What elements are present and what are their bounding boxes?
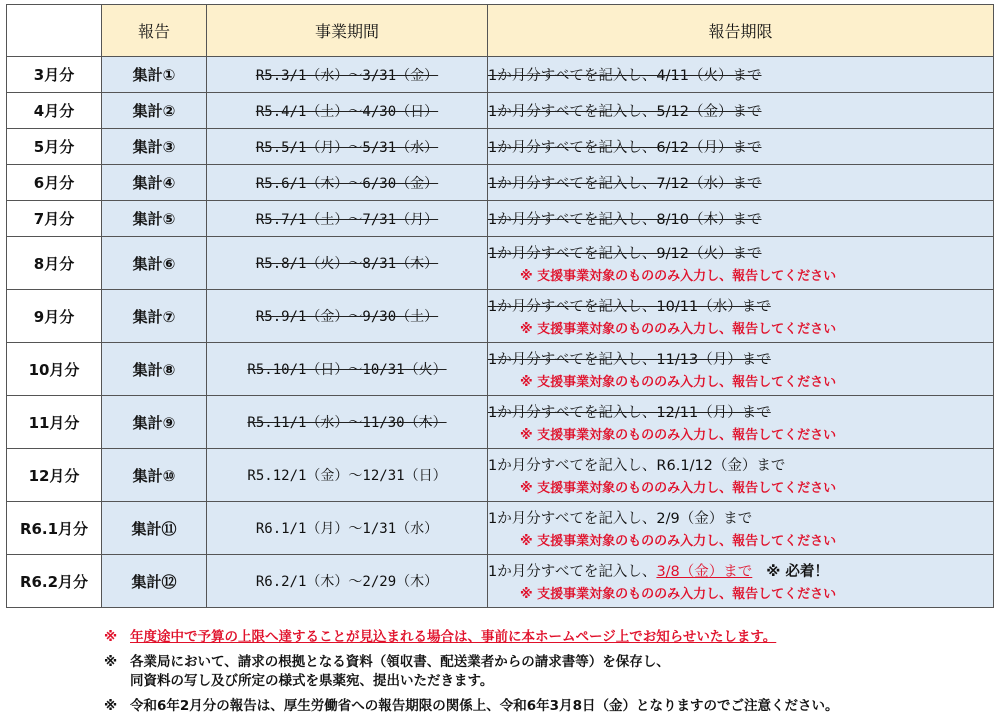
deadline-text: 1か月分すべてを記入し、5/12（金）まで	[488, 104, 762, 120]
note-item	[104, 653, 838, 691]
tally-cell: 集計④	[102, 165, 207, 201]
deadline-cell	[488, 201, 994, 237]
month-cell: 4月分	[7, 93, 102, 129]
month-cell: 9月分	[7, 290, 102, 343]
deadline-prefix: 1か月分すべてを記入し、	[488, 564, 657, 580]
tally-cell: 集計①	[102, 57, 207, 93]
month-cell: 10月分	[7, 343, 102, 396]
period-text: R5.5/1（月）～5/31（水）	[255, 139, 439, 156]
deadline-text	[488, 560, 993, 581]
table-row	[7, 502, 994, 555]
table-row-feb	[7, 555, 994, 608]
period-cell	[207, 201, 488, 237]
note-text: 令和6年2月分の報告は、厚生労働省への報告期限の関係上、令和6年3月8日（金）となりますのでご注意ください。	[130, 698, 839, 714]
month-cell: 3月分	[7, 57, 102, 93]
note-text: 年度途中で予算の上限へ達することが見込まれる場合は、事前に本ホームページ上でお知らせいたします。	[130, 629, 777, 645]
deadline-cell	[488, 129, 994, 165]
tally-cell: 集計⑤	[102, 201, 207, 237]
deadline-cell	[488, 165, 994, 201]
period-text: R5.6/1（木）～6/30（金）	[255, 175, 439, 192]
deadline-cell	[488, 343, 994, 396]
deadline-date: 3/8（金）まで	[656, 564, 753, 580]
period-text: R5.12/1（金）～12/31（日）	[247, 468, 447, 484]
deadline-cell	[488, 449, 994, 502]
header-period: 事業期間	[207, 5, 488, 57]
deadline-cell	[488, 396, 994, 449]
deadline-cell	[488, 290, 994, 343]
table-row	[7, 237, 994, 290]
period-cell	[207, 502, 488, 555]
schedule-table	[6, 4, 994, 608]
month-cell: 11月分	[7, 396, 102, 449]
note-item	[104, 628, 838, 647]
period-cell	[207, 129, 488, 165]
deadline-note: ※ 支援事業対象のもののみ入力し、報告してください	[520, 269, 837, 284]
period-cell: R6.2/1（木）～2/29（木）	[207, 555, 488, 608]
deadline-cell	[488, 237, 994, 290]
period-text: R6.1/1（月）～1/31（水）	[255, 521, 439, 537]
deadline-text: 1か月分すべてを記入し、12/11（月）まで	[488, 405, 771, 421]
period-cell	[207, 93, 488, 129]
header-deadline: 報告期限	[488, 5, 994, 57]
tally-cell: 集計⑪	[102, 502, 207, 555]
month-cell: 7月分	[7, 201, 102, 237]
table-row	[7, 290, 994, 343]
table-row	[7, 343, 994, 396]
deadline-text: 1か月分すべてを記入し、10/11（水）まで	[488, 299, 771, 315]
period-text: R5.7/1（土）～7/31（月）	[255, 211, 439, 228]
notes-section	[104, 628, 838, 722]
tally-cell: 集計⑩	[102, 449, 207, 502]
deadline-cell	[488, 93, 994, 129]
deadline-cell	[488, 502, 994, 555]
deadline-text: 1か月分すべてを記入し、6/12（月）まで	[488, 140, 762, 156]
note-mark: ※	[104, 654, 118, 670]
table-row	[7, 129, 994, 165]
month-cell: 8月分	[7, 237, 102, 290]
note-mark: ※	[104, 629, 118, 645]
deadline-cell	[488, 555, 994, 608]
header-row	[7, 5, 994, 57]
deadline-note: ※ 支援事業対象のもののみ入力し、報告してください	[520, 322, 837, 337]
deadline-note: ※ 支援事業対象のもののみ入力し、報告してください	[520, 587, 837, 602]
deadline-text: 1か月分すべてを記入し、9/12（火）まで	[488, 246, 762, 262]
deadline-note: ※ 支援事業対象のもののみ入力し、報告してください	[520, 481, 837, 496]
note-mark: ※	[104, 698, 118, 714]
period-cell	[207, 290, 488, 343]
period-cell	[207, 449, 488, 502]
deadline-text: 1か月分すべてを記入し、7/12（水）まで	[488, 176, 762, 192]
table-row	[7, 93, 994, 129]
tally-cell: 集計②	[102, 93, 207, 129]
deadline-note: ※ 支援事業対象のもののみ入力し、報告してください	[520, 534, 837, 549]
deadline-text: 1か月分すべてを記入し、R6.1/12（金）まで	[488, 458, 786, 474]
period-text: R5.8/1（火）～8/31（木）	[255, 256, 439, 272]
header-report: 報告	[102, 5, 207, 57]
period-text: R5.4/1（土）～4/30（日）	[255, 103, 439, 120]
period-cell	[207, 57, 488, 93]
tally-cell: 集計⑨	[102, 396, 207, 449]
deadline-note: ※ 支援事業対象のもののみ入力し、報告してください	[520, 428, 837, 443]
tally-cell: 集計⑧	[102, 343, 207, 396]
deadline-text: 1か月分すべてを記入し、11/13（月）まで	[488, 352, 771, 368]
period-text: R5.10/1（日）～10/31（火）	[247, 362, 447, 378]
deadline-cell	[488, 57, 994, 93]
note-item	[104, 697, 838, 716]
deadline-text: 1か月分すべてを記入し、8/10（木）まで	[488, 212, 762, 228]
table-row	[7, 449, 994, 502]
period-cell	[207, 343, 488, 396]
must-arrive-label: ※ 必着！	[766, 564, 829, 580]
table-row	[7, 201, 994, 237]
corner-cell	[7, 5, 102, 57]
period-cell	[207, 396, 488, 449]
tally-cell: 集計⑥	[102, 237, 207, 290]
period-text: R5.3/1（水）～3/31（金）	[255, 67, 439, 84]
month-cell: R6.1月分	[7, 502, 102, 555]
month-cell: 6月分	[7, 165, 102, 201]
table-row	[7, 165, 994, 201]
note-text: 各業局において、請求の根拠となる資料（領収書、配送業者からの請求書等）を保存し、 同資料の写し及び所定の様式を県薬宛、提出いただきます。	[130, 654, 670, 689]
month-cell: 12月分	[7, 449, 102, 502]
table-row	[7, 396, 994, 449]
table-row	[7, 57, 994, 93]
period-cell	[207, 237, 488, 290]
tally-cell: 集計⑦	[102, 290, 207, 343]
month-cell: 5月分	[7, 129, 102, 165]
tally-cell: 集計③	[102, 129, 207, 165]
deadline-text: 1か月分すべてを記入し、2/9（金）まで	[488, 511, 753, 527]
period-cell	[207, 165, 488, 201]
period-text: R5.11/1（水）～11/30（木）	[247, 415, 447, 431]
period-text: R5.9/1（金）～9/30（土）	[255, 309, 439, 325]
month-cell: R6.2月分	[7, 555, 102, 608]
deadline-text: 1か月分すべてを記入し、4/11（火）まで	[488, 68, 762, 84]
deadline-note: ※ 支援事業対象のもののみ入力し、報告してください	[520, 375, 837, 390]
tally-cell: 集計⑫	[102, 555, 207, 608]
